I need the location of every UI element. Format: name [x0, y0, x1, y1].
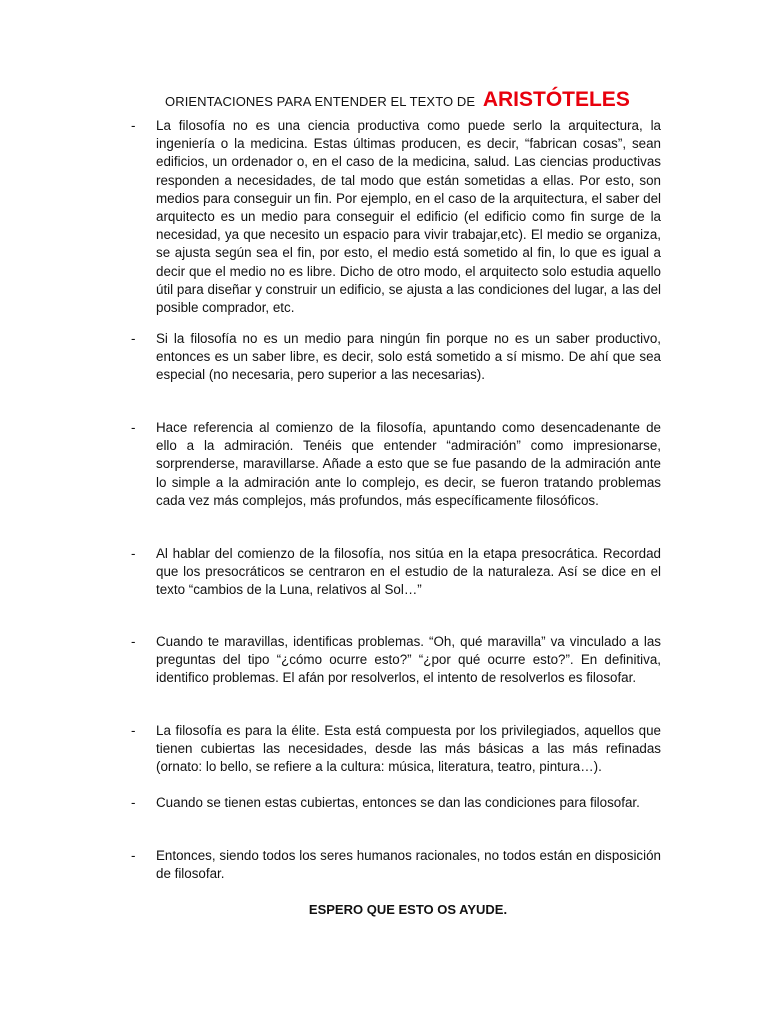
- list-item-text: Cuando te maravillas, identificas problemas. “Oh, qué maravilla” va vinculado a las preguntas del tipo “¿cómo ocurre esto?” “¿por qué ocurre esto?”. En definitiva, identifico problemas. El afán por resolverlos, el intento de resolverlos es filosofar.: [156, 634, 661, 686]
- bullet-dash: -: [131, 848, 136, 863]
- list-item: [131, 117, 661, 317]
- list-item: [131, 722, 661, 777]
- list-item: [131, 419, 661, 510]
- document-title: [165, 88, 645, 114]
- list-item-text: Cuando se tienen estas cubiertas, entonces se dan las condiciones para filosofar.: [156, 795, 640, 810]
- list-item: [131, 330, 661, 385]
- list-item-text: Entonces, siendo todos los seres humanos racionales, no todos están en disposición de filosofar.: [156, 848, 661, 882]
- list-item: [131, 847, 661, 883]
- closing-message: ESPERO QUE ESTO OS AYUDE.: [308, 902, 508, 917]
- bullet-dash: -: [131, 118, 136, 133]
- list-item: [131, 545, 661, 600]
- list-item: [131, 633, 661, 688]
- bullet-dash: -: [131, 723, 136, 738]
- bullet-dash: -: [131, 546, 136, 561]
- bullet-dash: -: [131, 331, 136, 346]
- title-main-text: ORIENTACIONES PARA ENTENDER EL TEXTO DE: [165, 94, 476, 109]
- list-item: [131, 794, 661, 812]
- list-item-text: La filosofía no es una ciencia productiva como puede serlo la arquitectura, la ingeniería o la medicina. Estas últimas producen, es decir, “fabrican cosas”, sean edificios, un ordenador o, en el caso de la medicina, salud. Las ciencias productivas responden a necesidades, de tal modo que están sometidas a ellas. Por esto, son medios para conseguir un fin. Por ejemplo, en el caso de la arquitectura, el saber del arquitecto es un medio para conseguir el edificio (el edificio como fin surge de la necesidad, ya que necesito un espacio para vivir trabajar,etc). El medio se organiza, se ajusta según sea el fin, por esto, el medio está sometido al fin, lo que es igual a decir que el medio no es libre. Dicho de otro modo, el arquitecto solo estudia aquello útil para diseñar y construir un edificio, se ajusta a las condiciones del lugar, a las del posible comprador, etc.: [156, 118, 661, 316]
- list-item-text: Hace referencia al comienzo de la filosofía, apuntando como desencadenante de ello a la admiración. Tenéis que entender “admiración” como impresionarse, sorprenderse, maravillarse. Añade a esto que se fue pasando de la admiración ante lo simple a la admiración ante lo complejo, es decir, se fueron tratando problemas cada vez más complejos, más profundos, más específicamente filosóficos.: [156, 420, 661, 508]
- list-item-text: Si la filosofía no es un medio para ningún fin porque no es un saber productivo, entonces es un saber libre, es decir, solo está sometido a sí mismo. De ahí que sea especial (no necesaria, pero superior a las necesarias).: [156, 331, 661, 383]
- bullet-dash: -: [131, 634, 136, 649]
- list-item-text: Al hablar del comienzo de la filosofía, nos sitúa en la etapa presocrática. Recordad que los presocráticos se centraron en el estudio de la naturaleza. Así se dice en el texto “cambios de la Luna, relativos al Sol…”: [156, 546, 661, 598]
- bullet-dash: -: [131, 795, 136, 810]
- title-author-name: ARISTÓTELES: [482, 88, 630, 111]
- list-item-text: La filosofía es para la élite. Esta está compuesta por los privilegiados, aquellos que tienen cubiertas las necesidades, desde las más básicas a las más refinadas (ornato: lo bello, se refiere a la cultura: música, literatura, teatro, pintura…).: [156, 723, 661, 775]
- bullet-dash: -: [131, 420, 136, 435]
